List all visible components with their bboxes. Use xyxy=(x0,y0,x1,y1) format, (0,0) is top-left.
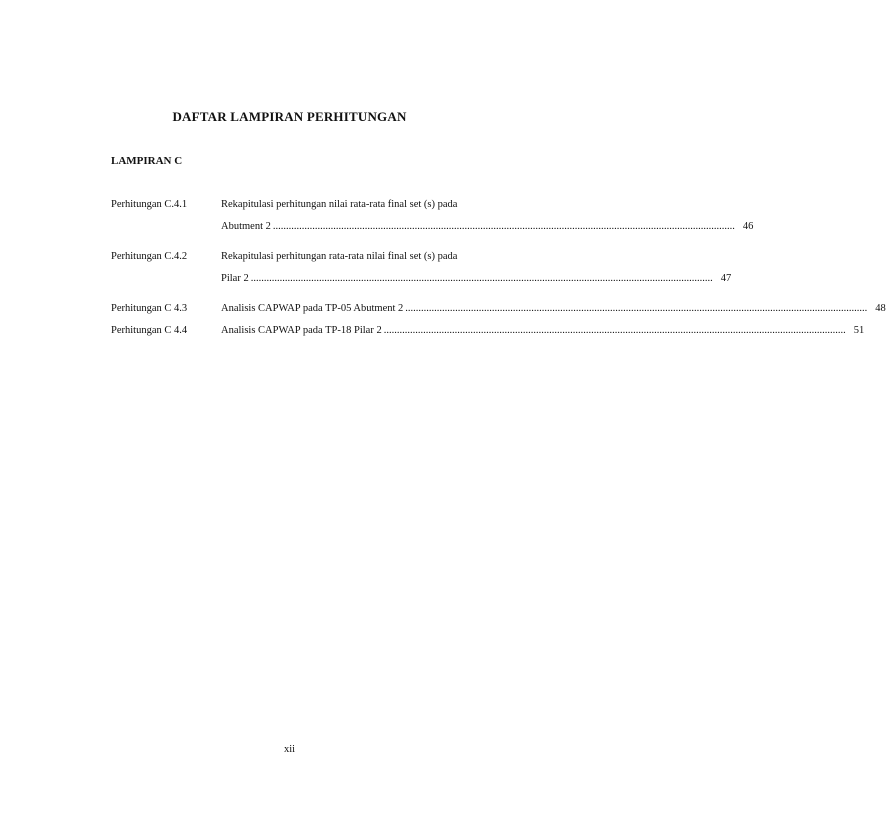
list-item xyxy=(111,194,754,238)
entry-description-line: Rekapitulasi perhitungan rata-rata nilai final set (s) pada xyxy=(221,251,458,262)
page-number: xii xyxy=(283,744,296,755)
entry-code: Perhitungan C.4.2 xyxy=(111,251,188,262)
dot-leader xyxy=(384,320,846,342)
dot-leader xyxy=(251,268,713,290)
entry-code: Perhitungan C 4.4 xyxy=(111,325,188,336)
entry-page-number: 48 xyxy=(875,303,886,314)
entry-description-last-line xyxy=(221,216,753,238)
list-item xyxy=(111,246,732,290)
entry-page-number: 51 xyxy=(853,325,865,336)
entry-code: Perhitungan C.4.1 xyxy=(111,199,188,210)
entry-description-text: Abutment 2 xyxy=(221,221,271,232)
entry-description xyxy=(221,246,731,290)
entry-description-last-line xyxy=(221,268,731,290)
entry-description-line: Rekapitulasi perhitungan nilai rata-rata final set (s) pada xyxy=(221,199,458,210)
entry-list xyxy=(111,194,886,342)
entry-description-text: Analisis CAPWAP pada TP-05 Abutment 2 xyxy=(221,303,404,314)
entry-description-text: Pilar 2 xyxy=(221,273,249,284)
list-item xyxy=(111,298,886,320)
entry-page-number: 46 xyxy=(742,221,754,232)
entry-description xyxy=(221,194,753,238)
entry-description-text: Analisis CAPWAP pada TP-18 Pilar 2 xyxy=(221,325,382,336)
list-item xyxy=(111,320,865,342)
entry-description-last-line xyxy=(221,320,864,342)
page-title: DAFTAR LAMPIRAN PERHITUNGAN xyxy=(172,109,407,124)
dot-leader xyxy=(405,298,867,320)
entry-description xyxy=(221,320,864,342)
entry-description xyxy=(221,298,886,320)
entry-code: Perhitungan C 4.3 xyxy=(111,303,188,314)
section-heading: LAMPIRAN C xyxy=(111,155,183,167)
entry-page-number: 47 xyxy=(720,273,732,284)
dot-leader xyxy=(273,216,735,238)
entry-description-last-line xyxy=(221,298,886,320)
